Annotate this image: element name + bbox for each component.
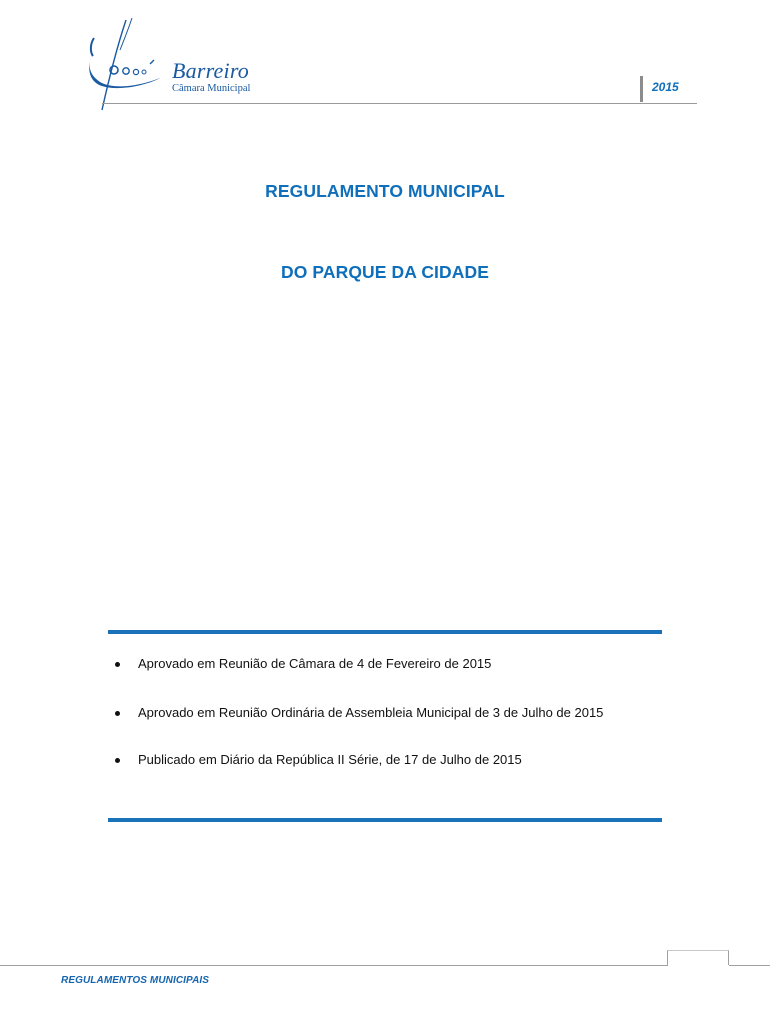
approvals-bottom-rule [108, 818, 662, 822]
approval-item [110, 752, 603, 768]
footer-divider-right [729, 965, 770, 966]
logo-subtitle: Câmara Municipal [172, 83, 251, 94]
logo-name: Barreiro [172, 58, 249, 83]
approval-text: Publicado em Diário da República II Série, de 17 de Julho de 2015 [138, 752, 522, 767]
header-year-marker [640, 76, 643, 102]
document-title-line-2: DO PARQUE DA CIDADE [280, 262, 490, 282]
document-title-line-1: REGULAMENTO MUNICIPAL [265, 181, 505, 201]
barreiro-logo [80, 14, 260, 124]
footer-page-tab [667, 950, 729, 965]
approvals-list [110, 656, 603, 801]
approval-item [110, 656, 603, 672]
approvals-top-rule [108, 630, 662, 634]
bullet-icon [115, 711, 120, 716]
approval-item [110, 705, 603, 721]
footer-label: REGULAMENTOS MUNICIPAIS [61, 975, 210, 986]
approval-text: Aprovado em Reunião de Câmara de 4 de Fevereiro de 2015 [138, 656, 492, 671]
bullet-icon [115, 758, 120, 763]
approval-text: Aprovado em Reunião Ordinária de Assembleia Municipal de 3 de Julho de 2015 [138, 705, 604, 720]
header-year: 2015 [652, 80, 679, 94]
header-divider [102, 103, 697, 104]
bullet-icon [115, 662, 120, 667]
footer-divider [0, 965, 668, 966]
